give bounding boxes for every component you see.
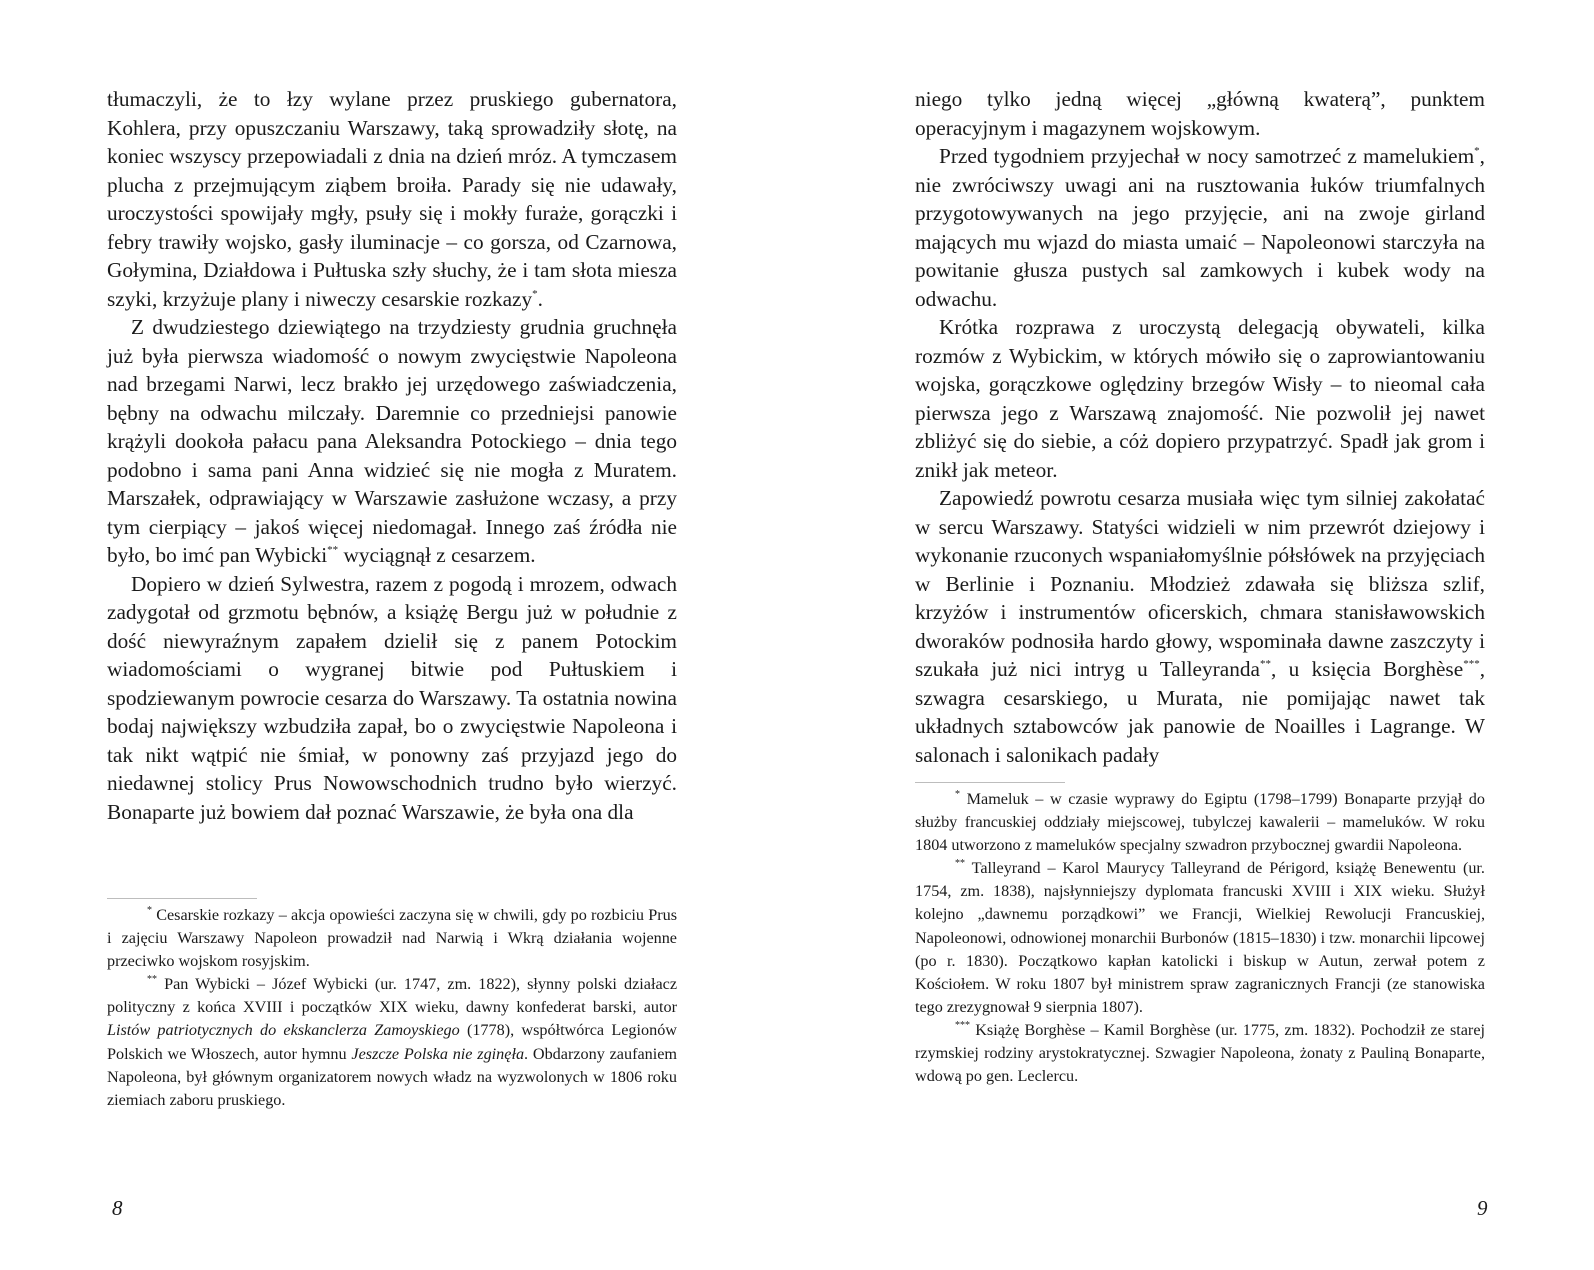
page-number-right: 9	[1477, 1196, 1488, 1220]
footnote-mark: **	[1259, 658, 1271, 670]
footnote-mark: *	[532, 287, 538, 300]
footnote: ** Talleyrand – Karol Maurycy Talleyrand de Périgord, książę Benewentu (ur. 1754, zm. 1838), najsłynniejszy dyplomata francuski XVIII i XIX wieku. Służył kolejno „dawnemu porządkowi” we Francji, Wielkiej Rewolucji Francuskiej, Napoleonowi, odnowionej monarchii Burbonów (1815–1830) i tzw. monarchii lipcowej (po r. 1830). Początkowo kapłan katolicki i biskup w Autun, zerwał potem z Kościołem. W roku 1807 był ministrem spraw zagranicznych Francji (ze stanowiska tego zrezygnował 9 sierpnia 1807).	[915, 858, 1485, 1016]
footnote-rule	[107, 898, 257, 899]
paragraph: Zapowiedź powrotu cesarza musiała więc tym silniej zakołatać w sercu Warszawy. Statyści widzieli w nim przewrót dziejowy i wykonanie rzuconych wspaniałomyślnie półsłówek na przyjęciach w Berlinie i Poznaniu. Młodzież zdawała się bliższa szlif, krzyżów i instrumentów oficerskich, chmara stanisławowskich dworaków podnosiła hardo głowy, wspominała dawne zaszczyty i szukała już nici intryg u Talleyranda**, u księcia Borghèse***, szwagra cesarskiego, u Murata, nie pomijając nawet tak układnych sztabowców jak panowie de Noailles i Lagrange. W salonach i salonikach padały	[915, 486, 1486, 767]
left-page	[107, 85, 678, 1109]
left-body-text	[107, 85, 677, 826]
footnote-mark: **	[327, 544, 339, 556]
footnote: * Cesarskie rozkazy – akcja opowieści zaczyna się w chwili, gdy po rozbiciu Prus i zajęciu Warszawy Napoleon prowadził nad Narwią i Wkrą działania wojenne przeciwko wojskom rosyjskim.	[107, 905, 677, 971]
paragraph: tłumaczyli, że to łzy wylane przez pruskiego gubernatora, Kohlera, przy opuszczaniu Warszawy, taką sprowadziły słotę, na koniec wszyscy przepowiadali z dnia na dzień mróz. A tymczasem plucha z przejmującym ziąbem broiła. Parady się nie udawały, uroczystości spowijały mgły, psuły się i mokły furaże, gorączki i febry trawiły wojsko, gasły iluminacje – co gorsza, od Czarnowa, Gołymina, Działdowa i Pułtuska szły słuchy, że i tam słota miesza szyki, krzyżuje plany i niweczy cesarskie rozkazy*.	[107, 87, 677, 311]
right-body-text	[915, 85, 1485, 769]
page-number-left: 8	[112, 1196, 123, 1220]
book-title: Listów patriotycznych do ekskanclerza Zamoyskiego	[107, 1021, 460, 1040]
paragraph: Z dwudziestego dziewiątego na trzydziesty grudnia gruchnęła już była pierwsza wiadomość o nowym zwycięstwie Napoleona nad brzegami Narwi, lecz brakło jej urzędowego zaświadczenia, bębny na odwachu milczały. Daremnie co przedniejsi panowie krążyli dookoła pałacu pana Aleksandra Potockiego – dnia tego podobno i sama pani Anna widzieć się nie mogła z Muratem. Marszałek, odprawiający w Warszawie zasłużone wczasy, a przy tym cierpiący – jakoś więcej niedomagał. Innego zaś źródła nie było, bo imć pan Wybicki** wyciągnął z cesarzem.	[107, 315, 677, 567]
paragraph: niego tylko jedną więcej „główną kwaterą”, punktem operacyjnym i magazynem wojskowym.	[915, 87, 1485, 140]
footnote: *** Książę Borghèse – Kamil Borghèse (ur. 1775, zm. 1832). Pochodził ze starej rzymskiej rodziny arystokratycznej. Szwagier Napoleona, żonaty z Pauliną Bonaparte, wdową po gen. Leclercu.	[915, 1019, 1486, 1086]
left-footnotes	[107, 898, 677, 1112]
footnote-mark: ***	[1463, 658, 1480, 670]
paragraph: Krótka rozprawa z uroczystą delegacją obywateli, kilka rozmów z Wybickim, w których mówiło się o zaprowiantowaniu wojska, gorączkowe oględziny brzegów Wisły – to nieomal cała pierwsza jego z Warszawą znajomość. Nie pozwolił jej nawet zbliżyć się do siebie, a cóż dopiero przypatrzyć. Spadł jak grom i znikł jak meteor.	[915, 315, 1485, 482]
paragraph: Przed tygodniem przyjechał w nocy samotrzeć z mamelukiem*, nie zwróciwszy uwagi ani na rusztowania łuków triumfalnych przygotowywanych na jego przyjęcie, ani na zwoje girland mających mu wjazd do miasta umaić – Napoleonowi starczyła na powitanie głusza pustych sal zamkowych i kubek wody na odwachu.	[915, 144, 1485, 311]
hymn-title: Jeszcze Polska nie zginęła	[351, 1044, 525, 1063]
footnote: ** Pan Wybicki – Józef Wybicki (ur. 1747, zm. 1822), słynny polski działacz polityczny z końca XVIII i początków XIX wieku, dawny konfederat barski, autor Listów patriotycznych do ekskanclerza Zamoyskiego (1778), współtwórca Legionów Polskich we Włoszech, autor hymnu Jeszcze Polska nie zginęła. Obdarzony zaufaniem Napoleona, był głównym organizatorem nowych władz na wyzwolonych w 1806 roku ziemiach zaboru pruskiego.	[107, 974, 678, 1109]
footnote-rule	[915, 782, 1065, 783]
footnote-mark: *	[1474, 145, 1480, 157]
right-footnotes	[915, 782, 1485, 1088]
paragraph: Dopiero w dzień Sylwestra, razem z pogodą i mrozem, odwach zadygotał od grzmotu bębnów, a książę Bergu już w południe z dość niewyraźnym zapałem dzielił się z panem Potockim wiadomościami o wygranej bitwie pod Pułtuskiem i spodziewanym powrocie cesarza do Warszawy. Ta ostatnia nowina bodaj największy wzbudziła zapał, bo o zwycięstwie Napoleona i tak nikt wątpić nie śmiał, w ponowny zaś przyjazd jego do niedawnej stolicy Prus Nowowschodnich trudno było wierzyć. Bonaparte już bowiem dał poznać Warszawie, że była ona dla	[107, 571, 677, 824]
right-page	[915, 85, 1486, 1086]
footnote: * Mameluk – w czasie wyprawy do Egiptu (1798–1799) Bonaparte przyjął do służby francuskiej oddziały miejscowej, tubylczej kawalerii – mameluków. W roku 1804 utworzono z mameluków specjalny szwadron przybocznej gwardii Napoleona.	[915, 789, 1485, 855]
